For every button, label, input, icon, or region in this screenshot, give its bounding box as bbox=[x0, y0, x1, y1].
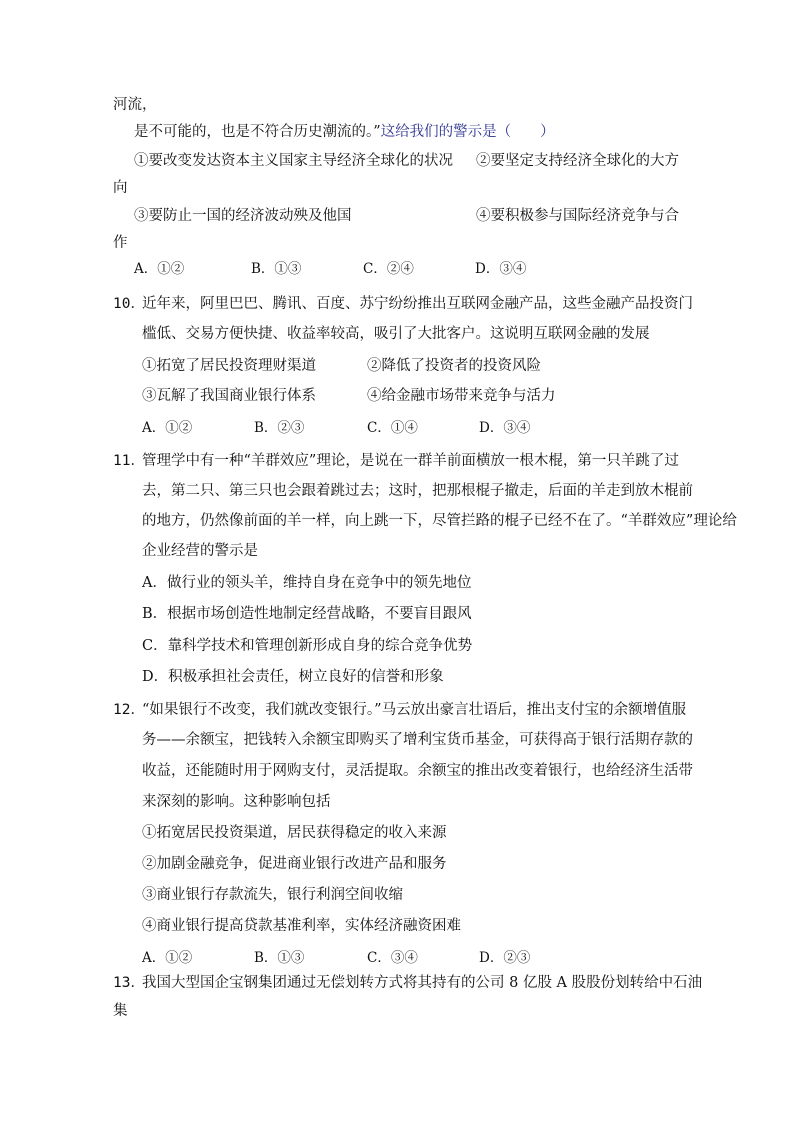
q9-text-line2 bbox=[134, 122, 555, 142]
q10-number bbox=[113, 294, 145, 314]
q9-option-4: ④要积极参与国际经济竞争与合 bbox=[476, 208, 679, 224]
q9-answer-d[interactable]: D．③④ bbox=[475, 261, 527, 277]
q10-text-line2: 槛低、交易方便快捷、收益率较高，吸引了大批客户。这说明互联网金融的发展 bbox=[142, 326, 650, 342]
q12-option-4: ④商业银行提高贷款基准利率，实体经济融资困难 bbox=[142, 918, 461, 934]
q11-text-line2: 去，第二只、第三只也会跟着跳过去；这时，把那根棍子撤走，后面的羊走到放木棍前 bbox=[142, 483, 693, 499]
q9-answer-a[interactable]: A．①② bbox=[134, 261, 185, 277]
q10-answer-choices bbox=[142, 418, 562, 438]
q12-answer-b[interactable]: B．①③ bbox=[254, 950, 305, 966]
q13-number-label: 13． bbox=[113, 975, 145, 991]
q11-text-line3: 的地方，仍然像前面的羊一样，向上跳一下，尽管拦路的棍子已经不在了。“羊群效应”理论给 bbox=[142, 513, 737, 529]
q10-text-line1: 近年来，阿里巴巴、腾讯、百度、苏宁纷纷推出互联网金融产品，这些金融产品投资门 bbox=[142, 296, 693, 312]
q12-answer-choices bbox=[142, 948, 562, 968]
q10-option-4: ④给金融市场带来竞争与活力 bbox=[367, 388, 556, 404]
q9-text-line2-quote: 是不可能的，也是不符合历史潮流的。” bbox=[134, 124, 381, 140]
q12-option-1: ①拓宽居民投资渠道，居民获得稳定的收入来源 bbox=[142, 825, 447, 841]
q10-answer-d[interactable]: D．③④ bbox=[479, 420, 531, 436]
q9-option-1: ①要改变发达资本主义国家主导经济全球化的状况 bbox=[134, 153, 453, 169]
q11-choice-a[interactable]: A．做行业的领头羊，维持自身在竞争中的领先地位 bbox=[142, 575, 472, 591]
q11-number bbox=[113, 451, 145, 471]
q12-option-3: ③商业银行存款流失，银行利润空间收缩 bbox=[142, 887, 403, 903]
q11-choice-c[interactable]: C．靠科学技术和管理创新形成自身的综合竞争优势 bbox=[142, 638, 473, 654]
q9-option-3: ③要防止一国的经济波动殃及他国 bbox=[134, 208, 352, 224]
q10-answer-a[interactable]: A．①② bbox=[142, 420, 193, 436]
q13-text-line2: 集 bbox=[113, 1003, 128, 1019]
q10-answer-b[interactable]: B．②③ bbox=[254, 420, 305, 436]
q10-option-1: ①拓宽了居民投资理财渠道 bbox=[142, 358, 316, 374]
q11-text-line4: 企业经营的警示是 bbox=[142, 543, 258, 559]
q11-text-line1: 管理学中有一种“羊群效应”理论，是说在一群羊前面横放一根木棍，第一只羊跳了过 bbox=[142, 453, 679, 469]
q9-answer-choices bbox=[134, 259, 554, 279]
q12-number-label: 12． bbox=[113, 702, 145, 718]
q9-option-4-wrap: 作 bbox=[113, 235, 128, 251]
q10-number-label: 10． bbox=[113, 296, 145, 312]
q11-choice-d[interactable]: D．积极承担社会责任，树立良好的信誉和形象 bbox=[142, 669, 444, 685]
q12-text-line3: 收益，还能随时用于网购支付，灵活提取。余额宝的推出改变着银行，也给经济生活带 bbox=[142, 763, 693, 779]
q10-answer-c[interactable]: C．①④ bbox=[367, 420, 418, 436]
q10-option-2: ②降低了投资者的投资风险 bbox=[367, 358, 541, 374]
q9-option-2: ②要坚定支持经济全球化的大方 bbox=[476, 153, 679, 169]
q13-text-line1: 我国大型国企宝钢集团通过无偿划转方式将其持有的公司 8 亿股 A 股股份划转给中石油 bbox=[142, 975, 703, 991]
q11-number-label: 11． bbox=[113, 453, 145, 469]
q12-answer-d[interactable]: D．②③ bbox=[479, 950, 531, 966]
q11-choice-b[interactable]: B．根据市场创造性地制定经营战略，不要盲目跟风 bbox=[142, 606, 472, 622]
q9-answer-b[interactable]: B．①③ bbox=[251, 261, 302, 277]
q12-text-line4: 来深刻的影响。这种影响包括 bbox=[142, 794, 331, 810]
q12-text-line1: “如果银行不改变，我们就改变银行。”马云放出豪言壮语后，推出支付宝的余额增值服 bbox=[142, 702, 687, 718]
q9-answer-c[interactable]: C．②④ bbox=[363, 261, 414, 277]
q9-option-2-wrap: 向 bbox=[113, 180, 128, 196]
q12-text-line2: 务——余额宝，把钱转入余额宝即购买了增利宝货币基金，可获得高于银行活期存款的 bbox=[142, 732, 693, 748]
q12-answer-c[interactable]: C．③④ bbox=[367, 950, 418, 966]
q12-number bbox=[113, 700, 145, 720]
q9-question-stem: 这给我们的警示是（ ） bbox=[380, 124, 555, 140]
q12-option-2: ②加剧金融竞争，促进商业银行改进产品和服务 bbox=[142, 856, 447, 872]
q9-text-line1: 河流， bbox=[113, 97, 157, 113]
q10-option-3: ③瓦解了我国商业银行体系 bbox=[142, 388, 316, 404]
q13-number bbox=[113, 973, 145, 993]
q12-answer-a[interactable]: A．①② bbox=[142, 950, 193, 966]
